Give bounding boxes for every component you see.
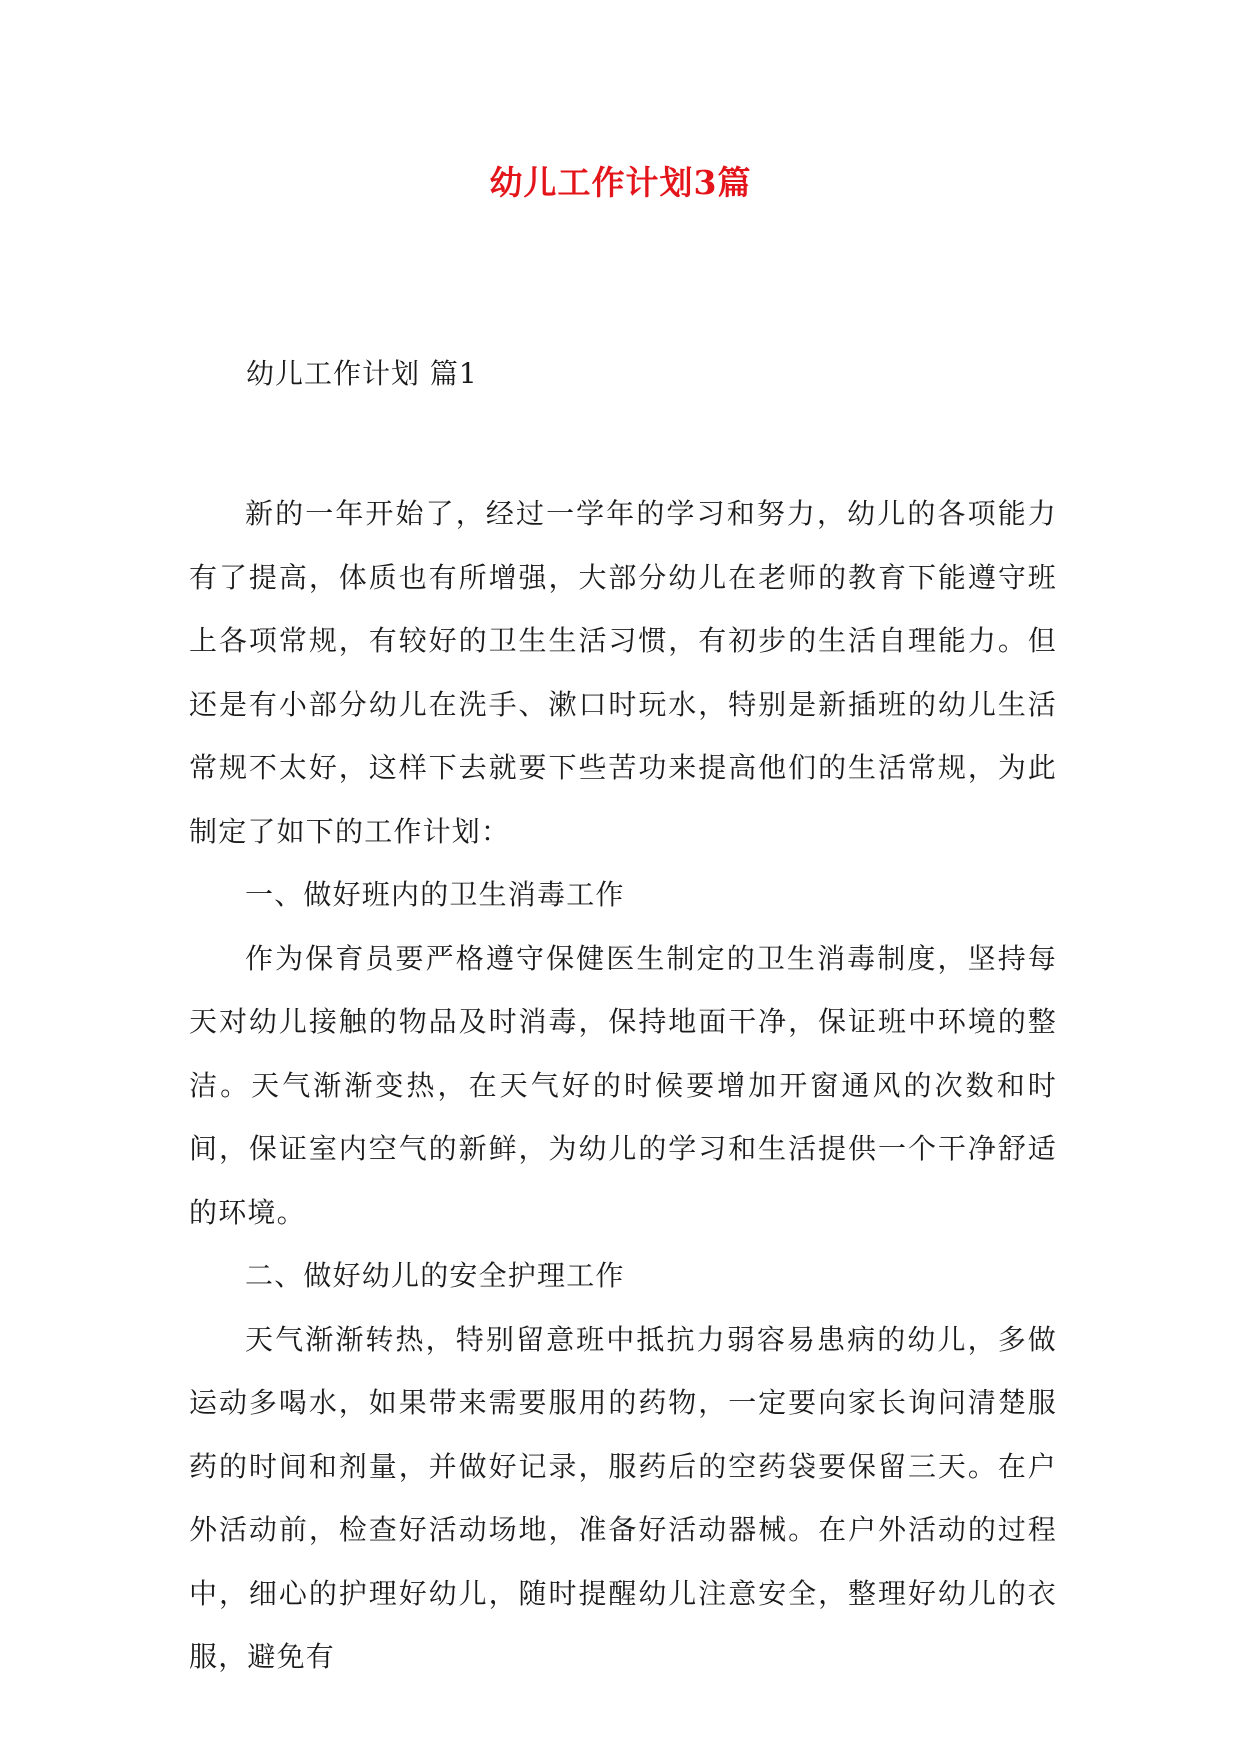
subheading-hygiene: 一、做好班内的卫生消毒工作: [245, 878, 625, 911]
paragraph-intro: 新的一年开始了，经过一学年的学习和努力，幼儿的各项能力有了提高，体质也有所增强，大部分幼儿在老师的教育下能遵守班上各项常规，有较好的卫生生活习惯，有初步的生活自理能力。但还是有小部分幼儿在洗手、漱口时玩水，特别是新插班的幼儿生活常规不太好，这样下去就要下些苦功来提高他们的生活常规，为此制定了如下的工作计划：: [189, 497, 1057, 848]
paragraph-safety: 天气渐渐转热，特别留意班中抵抗力弱容易患病的幼儿，多做运动多喝水，如果带来需要服用的药物，一定要向家长询问清楚服药的时间和剂量，并做好记录，服药后的空药袋要保留三天。在户外活动前，检查好活动场地，准备好活动器械。在户外活动的过程中，细心的护理好幼儿，随时提醒幼儿注意安全，整理好幼儿的衣服，避免有: [189, 1322, 1057, 1673]
paragraph-hygiene: 作为保育员要严格遵守保健医生制定的卫生消毒制度，坚持每天对幼儿接触的物品及时消毒，保持地面干净，保证班中环境的整洁。天气渐渐变热，在天气好的时候要增加开窗通风的次数和时间，保证室内空气的新鲜，为幼儿的学习和生活提供一个干净舒适的环境。: [189, 941, 1057, 1229]
document-body: [189, 482, 1057, 1689]
section-heading: 幼儿工作计划 篇1: [246, 357, 478, 390]
document-title: 幼儿工作计划3篇: [489, 163, 752, 202]
subheading-safety: 二、做好幼儿的安全护理工作: [245, 1259, 625, 1292]
